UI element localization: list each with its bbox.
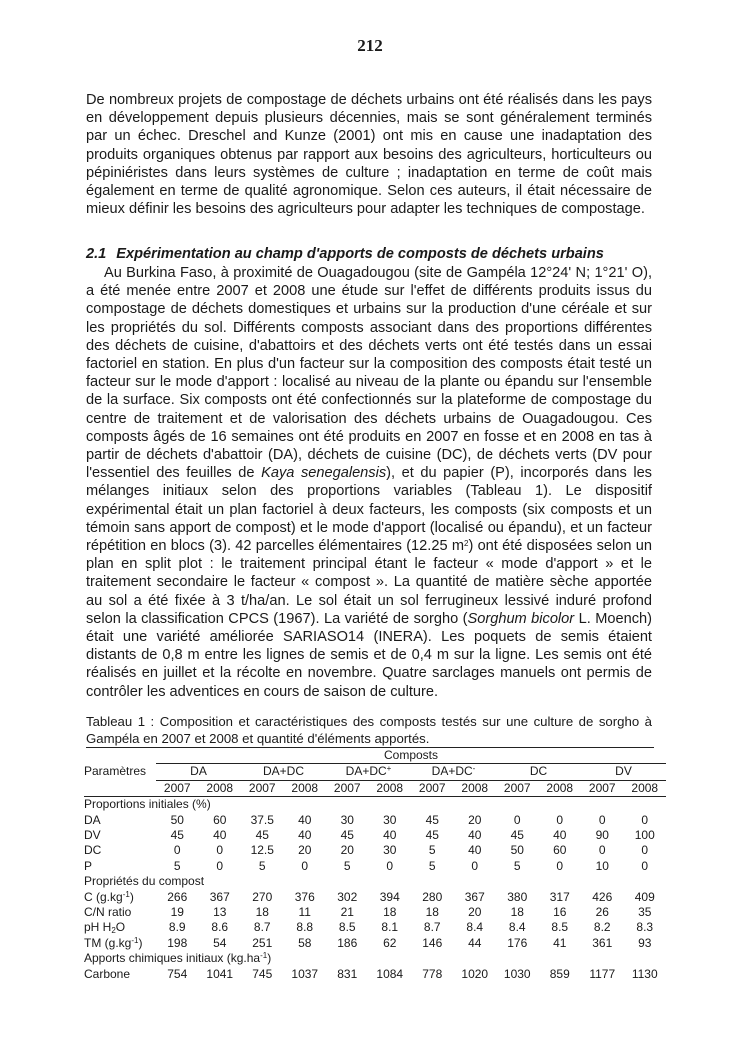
compost-header: DA+DC-: [411, 764, 496, 780]
table-cell: 745: [252, 966, 273, 981]
table-cell: 45: [255, 828, 269, 843]
table-cell: 20: [468, 812, 482, 827]
table-cell: 176: [507, 935, 528, 950]
table-cell: 26: [595, 905, 609, 920]
table-cell: 266: [167, 889, 188, 904]
row-label: DA: [84, 812, 101, 827]
table-cell: 0: [598, 843, 606, 858]
table-cell: 37.5: [250, 812, 274, 827]
table-cell: 426: [592, 889, 613, 904]
table-row: [84, 890, 666, 905]
table-cell: 409: [634, 889, 655, 904]
table-cell: 8.8: [296, 920, 314, 935]
table-cell: 8.7: [253, 920, 271, 935]
body-text-2: ), et du papier (P), incorporés dans les mélanges initiaux selon des proportions variables (Tableau 1). Le dispositif expérimental était un plan factoriel à deux facteurs, les composts (six composts et un témoin sans apport de compost) et le mode d'apport (localisé ou épandu), et un facteur répétition en blocs (3). 42 parcelles élémentaires (12.25 m: [86, 465, 652, 555]
section-title: Expérimentation au champ d'apports de composts de déchets urbains: [116, 246, 604, 262]
section-number: 2.1: [86, 246, 107, 262]
table-row: [84, 967, 666, 982]
table-cell: 62: [383, 935, 397, 950]
table-cell: 8.5: [338, 920, 356, 935]
row-label: DC: [84, 843, 102, 858]
table-row: [84, 859, 666, 874]
table-cell: 0: [471, 858, 479, 873]
table-cell: 5: [258, 858, 266, 873]
table-cell: 0: [216, 858, 224, 873]
table-cell: 0: [556, 812, 564, 827]
table-compost-header: [84, 764, 666, 780]
section-proportions: Proportions initiales (%): [84, 797, 211, 812]
compost-header: DA+DC+: [326, 764, 411, 780]
row-label: TM $(g.kg^{-1})$: [84, 935, 143, 950]
table-cell: 30: [383, 812, 397, 827]
table-cell: 20: [340, 843, 354, 858]
table-cell: 8.4: [508, 920, 526, 935]
table-cell: 8.9: [168, 920, 186, 935]
table-cell: 13: [213, 905, 227, 920]
table-cell: 8.3: [636, 920, 654, 935]
row-label: C/N ratio: [84, 905, 132, 920]
table-cell: 45: [340, 828, 354, 843]
table-cell: 8.1: [381, 920, 399, 935]
table-cell: 12.5: [250, 843, 274, 858]
table-cell: 30: [340, 812, 354, 827]
table-cell: 5: [173, 858, 181, 873]
year-cell: 2007: [411, 780, 454, 796]
table-cell: 45: [425, 812, 439, 827]
table-cell: 859: [549, 966, 570, 981]
table-cell: 18: [510, 905, 524, 920]
table-cell: 19: [170, 905, 184, 920]
table-cell: 5: [428, 858, 436, 873]
table-cell: 35: [638, 905, 652, 920]
section-row: [84, 951, 666, 966]
table-cell: 1041: [206, 966, 234, 981]
page-number: 212: [357, 36, 383, 55]
row-label: Carbone: [84, 966, 131, 981]
table-cell: 50: [510, 843, 524, 858]
year-cell: 2008: [539, 780, 582, 796]
body-text-1: Au Burkina Faso, à proximité de Ouagadougou (site de Gampéla 12°24' N; 1°21' O), a été menée entre 2007 et 2008 une étude sur l'effet de différents produits issus du compostage de déchets domestiques et urbains sur la production d'une céréale et sur les propriétés du sol. Différents composts associant dans des proportions différentes des déchets de cuisine, d'abattoirs et des déchets verts ont été testés dans un essai factoriel en station. En plus d'un facteur sur la composition des composts était testé un facteur sur le mode d'apport : localisé au niveau de la plante ou épandu sur l'ensemble de la surface. Six composts ont été confectionnés sur la plateforme de compostage du centre de traitement et de valorisation des déchets urbains de Ouagadougou. Ces composts âgés de 16 semaines ont été produits en 2007 en fosse et en 2008 en tas à partir de déchets d'abattoir (DA), déchets de cuisine (DC), de déchets verts (DV pour l'essentiel des feuilles de: [86, 265, 652, 482]
table-cell: 30: [383, 843, 397, 858]
year-cell: 2008: [624, 780, 667, 796]
area-exponent: 2: [464, 539, 469, 549]
table-cell: 317: [549, 889, 570, 904]
table-cell: 0: [513, 812, 521, 827]
table-cell: 41: [553, 935, 567, 950]
row-label: DV: [84, 828, 101, 843]
table-cell: 40: [468, 828, 482, 843]
table-cell: 0: [556, 858, 564, 873]
table-row: [84, 936, 666, 951]
table-cell: 251: [252, 935, 273, 950]
table-cell: 40: [553, 828, 567, 843]
table-cell: 40: [298, 812, 312, 827]
table-cell: 1030: [503, 966, 531, 981]
table-cell: 45: [425, 828, 439, 843]
table-cell: 44: [468, 935, 482, 950]
table-caption: Tableau 1 : Composition et caractéristiques des composts testés sur une culture de sorgho à Gampéla en 2007 et 2008 et quantité d'éléments apportés.: [86, 714, 652, 746]
table-row: [84, 920, 666, 935]
table-cell: 0: [386, 858, 394, 873]
compost-header: DC: [496, 764, 581, 780]
table-cell: 16: [553, 905, 567, 920]
year-cell: 2007: [326, 780, 369, 796]
table-cell: 754: [167, 966, 188, 981]
table-cell: 1037: [291, 966, 319, 981]
body-text-3: ) ont été disposées selon un plan en split plot : le traitement principal étant le facteur « mode d'apport » et le traitement secondaire le facteur « compost ». La quantité de matière sèche apportée au sol a été fixée à 3 t/ha/an. Le sol était un sol ferrugineux lessivé induré profond selon la classification CPCS (1967). La variété de sorgho (: [86, 538, 652, 627]
table-cell: 778: [422, 966, 443, 981]
section-apports: Apports chimiques initiaux $(kg.ha^{-1})$: [84, 951, 272, 966]
table-cell: 1084: [376, 966, 404, 981]
table-cell: 18: [425, 905, 439, 920]
composts-table: [84, 748, 666, 982]
table-cell: 270: [252, 889, 273, 904]
table-cell: 40: [298, 828, 312, 843]
table-cell: 20: [298, 843, 312, 858]
section-heading: [86, 246, 666, 262]
intro-paragraph: De nombreux projets de compostage de déchets urbains ont été réalisés dans les pays en développement depuis plusieurs décennies, mais se sont généralement terminés par un échec. Dreschel and Kunze (2001) ont mis en cause une inadaptation des produits organiques obtenus par rapport aux besoins des agriculteurs, horticulteurs ou pépiniéristes dans leurs systèmes de culture ; inadaptation en terme de coût mais également en terme de qualité agronomique. Selon ces auteurs, il était nécessaire de mieux définir les besoins des agriculteurs pour adapter les techniques de compostage.: [86, 92, 652, 218]
table-cell: 0: [301, 858, 309, 873]
table-cell: 831: [337, 966, 358, 981]
table-cell: 40: [468, 843, 482, 858]
table-cell: 280: [422, 889, 443, 904]
section-row: [84, 797, 666, 813]
table-cell: 1177: [589, 966, 616, 981]
table-cell: 0: [641, 858, 649, 873]
table-cell: 93: [638, 935, 652, 950]
species-sorghum: Sorghum bicolor: [467, 610, 575, 627]
table-cell: 90: [595, 828, 609, 843]
compost-header: DA+DC: [241, 764, 326, 780]
table-cell: 100: [634, 828, 655, 843]
section-proprietes: Propriétés du compost: [84, 874, 205, 889]
table-cell: 40: [383, 828, 397, 843]
row-label: P: [84, 858, 93, 873]
table-cell: 367: [464, 889, 485, 904]
table-cell: 0: [216, 843, 224, 858]
table-cell: 0: [641, 812, 649, 827]
table-cell: 20: [468, 905, 482, 920]
species-kaya: Kaya senegalensis: [261, 465, 387, 482]
table-cell: 54: [213, 935, 227, 950]
table-cell: 1130: [631, 966, 658, 981]
table-cell: 50: [170, 812, 184, 827]
year-cell: 2008: [284, 780, 327, 796]
table-cell: 40: [213, 828, 227, 843]
table-cell: 361: [592, 935, 613, 950]
table-row: [84, 813, 666, 828]
section-row: [84, 874, 666, 889]
table-cell: 367: [209, 889, 230, 904]
year-cell: 2007: [241, 780, 284, 796]
table-cell: 8.4: [466, 920, 484, 935]
table-row: [84, 843, 666, 858]
table-cell: 380: [507, 889, 528, 904]
table-cell: 0: [641, 843, 649, 858]
table-cell: 5: [343, 858, 351, 873]
compost-header: DV: [581, 764, 666, 780]
body-text-4: L. Moench) était une variété améliorée SARIASO14 (INERA). Les poquets de semis étaient distants de 0,8 m entre les lignes de semis et de 0,4 m sur la ligne. Les semis ont été réalisés en juillet et la récolte en novembre. Quatre sarclages manuels ont permis de contrôler les adventices en cours de saison de culture.: [86, 610, 652, 700]
table-cell: 21: [340, 905, 354, 920]
row-label: C $(g.kg^{-1})$: [84, 889, 134, 904]
table-cell: 146: [422, 935, 443, 950]
table-cell: 58: [298, 935, 312, 950]
year-cell: 2008: [199, 780, 242, 796]
table-cell: 5: [428, 843, 436, 858]
table-cell: 394: [379, 889, 400, 904]
year-cell: 2007: [156, 780, 199, 796]
year-cell: 2008: [454, 780, 497, 796]
table-row: [84, 828, 666, 843]
table-cell: 0: [598, 812, 606, 827]
table-cell: 60: [213, 812, 227, 827]
table-cell: 1020: [461, 966, 489, 981]
table-cell: 302: [337, 889, 358, 904]
table-cell: 0: [173, 843, 181, 858]
compost-header: DA: [156, 764, 241, 780]
table-cell: 45: [510, 828, 524, 843]
table-cell: 8.5: [551, 920, 569, 935]
body-paragraph: [86, 264, 652, 701]
table-cell: 18: [383, 905, 397, 920]
composts-group-label: Composts: [156, 748, 666, 764]
table-cell: 186: [337, 935, 358, 950]
table-cell: 45: [170, 828, 184, 843]
year-cell: 2007: [496, 780, 539, 796]
table-cell: 8.2: [593, 920, 611, 935]
table-cell: 8.7: [423, 920, 441, 935]
year-cell: 2008: [369, 780, 412, 796]
row-label: pH $H_2O$: [84, 920, 126, 936]
table-group-header: [84, 748, 666, 764]
table-year-header: [84, 780, 666, 796]
table-cell: 11: [298, 905, 311, 920]
table-row: [84, 905, 666, 920]
year-cell: 2007: [581, 780, 624, 796]
table-cell: 60: [553, 843, 567, 858]
table-cell: 5: [513, 858, 521, 873]
table-cell: 376: [294, 889, 315, 904]
table-cell: 18: [255, 905, 269, 920]
params-header: Paramètres: [84, 764, 147, 779]
table-cell: 198: [167, 935, 188, 950]
table-cell: 8.6: [211, 920, 229, 935]
table-cell: 10: [595, 858, 609, 873]
